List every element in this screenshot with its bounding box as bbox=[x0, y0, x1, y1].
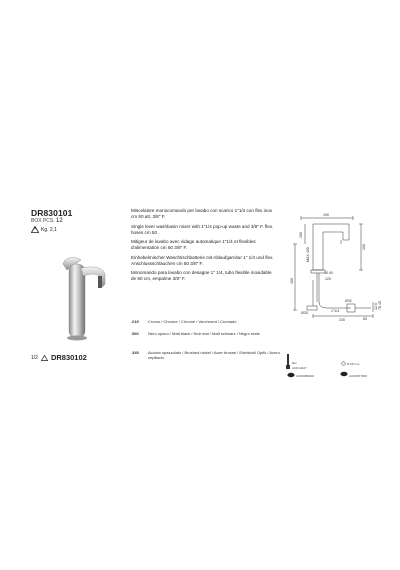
dim-160: Ø 40 bbox=[325, 271, 333, 275]
warning-triangle-icon bbox=[41, 355, 48, 361]
drain-icon bbox=[340, 371, 348, 377]
finish-text: Acciaio spazzolato / Brushed nickel / Acier brossé / Edelstahl Optik / Acero cepillado bbox=[148, 350, 280, 361]
dim-126: 12.6 bbox=[374, 303, 378, 310]
dim-32: Ø32 bbox=[345, 299, 352, 303]
product-code: DR830101 bbox=[31, 208, 73, 218]
finish-code: .345 bbox=[131, 350, 139, 355]
waste-plug-icon bbox=[287, 372, 295, 378]
accessory-code: ACD9980000 bbox=[296, 374, 315, 378]
accessory-note: Ø 35 mm bbox=[347, 362, 360, 366]
variant-row bbox=[31, 353, 87, 362]
box-info bbox=[31, 218, 63, 224]
accessory-code: ACD14427 bbox=[292, 366, 307, 370]
technical-drawing bbox=[283, 210, 383, 322]
dim-190: 190 bbox=[323, 213, 329, 217]
finish-row bbox=[131, 319, 288, 324]
description-it: Miscelatore monocomando per lavabo con scarico 1"1/4 con flex inox cm 50 att. 3/8" F. bbox=[131, 208, 273, 219]
diameter-icon bbox=[341, 361, 346, 366]
dim-230: 230 bbox=[339, 318, 345, 322]
variant-code: DR830102 bbox=[50, 353, 87, 362]
dim-114: 1"1/4 bbox=[331, 309, 340, 313]
accessory-note: flex bbox=[292, 361, 297, 365]
box-qty: 12 bbox=[56, 218, 63, 224]
weight-icon bbox=[31, 226, 39, 233]
dim-78: 78.45 bbox=[378, 301, 382, 310]
description-fr: Mitigeur de lavabo avec vidage automatique 1"1/4 et flexibles d'alimentation cm 50 3/8" F. bbox=[131, 239, 256, 251]
finish-row bbox=[131, 331, 288, 336]
finish-code: .560 bbox=[131, 331, 139, 336]
flex-hose-icon bbox=[286, 354, 290, 370]
description-block bbox=[131, 208, 276, 286]
dim-max400: MAX 400 bbox=[306, 247, 310, 262]
dim-150: 150 bbox=[299, 232, 303, 238]
weight-info bbox=[31, 226, 57, 233]
weight-label: Kg. 2,1 bbox=[41, 226, 57, 233]
description-en: Single lever washbasin mixer with 1"1/4 pop-up waste and 3/8" F. flex. hoses cm 50 . bbox=[131, 223, 274, 235]
dim-400: 400 bbox=[290, 278, 294, 284]
dim-100: 100 bbox=[362, 244, 366, 250]
description-de: Einhebelmischer Waschtischbatterie mit Ablaufgarnitur 1" 1/4 und flex. Anschlussschläuchen cm 50 3/8" F. bbox=[131, 254, 274, 266]
description-es: Monomando para lavabo con desagüe 1" 1/4, tubo flexible inoxidable de 50 cm, empalme 3/8" F. bbox=[131, 270, 272, 282]
finish-text: Nero opaco / Matt black / Noir mat / Matt schwarz / Negro mate bbox=[148, 331, 260, 336]
dim-120: 120 bbox=[325, 277, 331, 281]
variant-fraction: 1/2 bbox=[31, 354, 38, 361]
dim-35: Ø35 bbox=[301, 311, 308, 315]
finish-text: Cromo / Chrome / Chromé / Verchromt / Cromado bbox=[148, 319, 237, 324]
accessory-code: ACD9977000 bbox=[349, 374, 368, 378]
faucet-image bbox=[55, 250, 115, 345]
finish-code: .015 bbox=[131, 319, 139, 324]
dim-60: 60 bbox=[363, 317, 367, 321]
finish-row bbox=[131, 350, 288, 360]
box-label: BOX PCS. bbox=[31, 218, 55, 224]
